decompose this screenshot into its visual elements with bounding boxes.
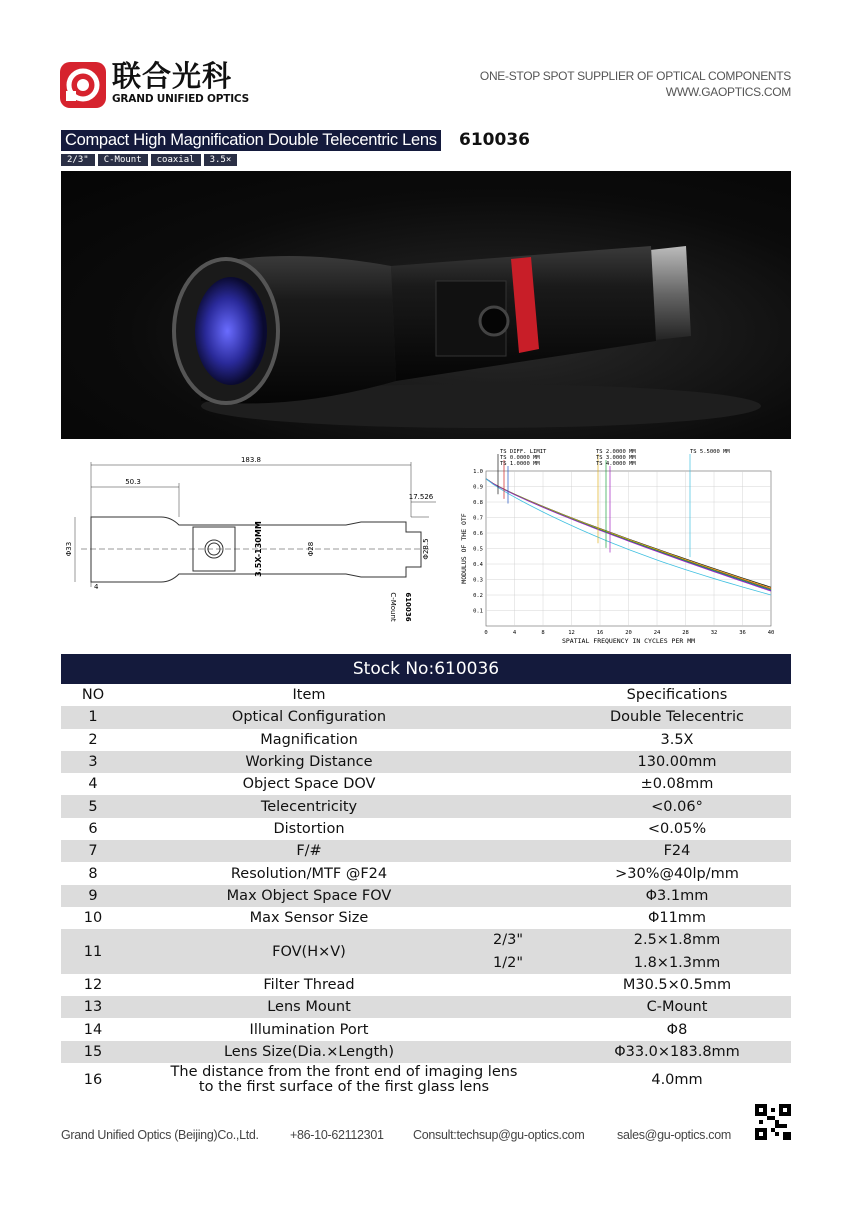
table-row <box>61 706 791 728</box>
y-tick-label: 0.5 <box>473 546 483 553</box>
mtf-chart <box>458 447 791 645</box>
mount-label: C-Mount <box>389 592 397 622</box>
tagline: ONE-STOP SPOT SUPPLIER OF OPTICAL COMPONENTS <box>479 69 791 83</box>
footer-consult-email[interactable]: Consult:techsup@gu-optics.com <box>413 1128 585 1142</box>
legend-entry: TS 5.5000 MM <box>690 449 730 455</box>
fov-spec-a: 2.5×1.8mm <box>563 929 791 951</box>
row-item-line1: The distance from the front end of imaging lens <box>170 1064 518 1081</box>
x-tick-label: 4 <box>512 630 517 636</box>
row-spec: Φ8 <box>666 1021 688 1038</box>
fov-sensor-b: 1/2" <box>493 952 563 974</box>
row-no: 8 <box>88 865 98 882</box>
legend-entry: TS 2.0000 MM <box>596 449 636 455</box>
product-photo <box>61 171 791 439</box>
row-no: 14 <box>83 1021 103 1038</box>
row-no: 10 <box>83 910 103 927</box>
legend-entry: TS 3.0000 MM <box>596 455 636 461</box>
table-row-last <box>61 1063 791 1097</box>
y-tick-label: 0.1 <box>473 608 483 615</box>
website-link[interactable]: WWW.GAOPTICS.COM <box>665 85 791 99</box>
x-axis-label: SPATIAL FREQUENCY IN CYCLES PER MM <box>561 637 696 645</box>
table-row <box>61 862 791 884</box>
legend-entry: TS 4.0000 MM <box>596 461 636 467</box>
row-item: Max Object Space FOV <box>125 885 493 907</box>
tag-magnification: 3.5× <box>204 154 238 166</box>
x-tick-label: 20 <box>625 630 632 636</box>
table-row <box>61 1041 791 1063</box>
row-item <box>125 1063 563 1097</box>
table-row <box>61 773 791 795</box>
tag-mount: C-Mount <box>98 154 148 166</box>
row-no: 4 <box>88 776 98 793</box>
legend-entry: TS 1.0000 MM <box>500 461 540 467</box>
table-row-fov <box>61 929 791 951</box>
row-no: 3 <box>61 751 125 773</box>
row-spec: Φ11mm <box>647 910 707 927</box>
dim-rear: 17.526 <box>408 493 434 501</box>
y-tick-label: 0.6 <box>473 531 483 537</box>
row-no: 6 <box>88 820 98 837</box>
row-no: 15 <box>61 1041 125 1063</box>
footer-company: Grand Unified Optics (Beijing)Co.,Ltd. <box>61 1128 259 1142</box>
row-item: FOV(H×V) <box>125 929 493 974</box>
table-row <box>61 729 791 751</box>
header-item: Item <box>292 687 326 704</box>
row-no: 2 <box>88 731 98 748</box>
row-spec: F24 <box>563 840 791 862</box>
row-item: Illumination Port <box>249 1021 369 1038</box>
table-header-row <box>61 684 791 706</box>
y-tick-label: 0.7 <box>473 515 483 522</box>
row-item: Optical Configuration <box>125 706 493 728</box>
row-no: 11 <box>61 929 125 974</box>
qr-code-icon <box>755 1104 791 1140</box>
footer-sales-email[interactable]: sales@gu-optics.com <box>617 1128 731 1142</box>
row-spec: Double Telecentric <box>563 706 791 728</box>
legend-entry: TS 0.0000 MM <box>500 455 540 461</box>
product-title: Compact High Magnification Double Telecentric Lens <box>61 130 441 151</box>
row-spec: 3.5X <box>660 731 694 748</box>
row-spec: >30%@40lp/mm <box>615 865 739 882</box>
tag-illumination: coaxial <box>151 154 201 166</box>
row-spec: C-Mount <box>563 996 791 1018</box>
product-tags <box>61 154 237 166</box>
table-row <box>61 907 791 929</box>
row-no: 1 <box>61 706 125 728</box>
y-tick-label: 0.2 <box>473 593 483 599</box>
y-tick-label: 0.3 <box>473 577 483 584</box>
table-row <box>61 840 791 862</box>
table-row <box>61 974 791 996</box>
mechanical-drawing <box>61 447 446 632</box>
dim-dia-front: Φ33 <box>65 541 73 557</box>
table-row <box>61 885 791 907</box>
brand-name-cn: 联合光科 <box>112 59 233 93</box>
row-item: Working Distance <box>125 751 493 773</box>
row-item: Max Sensor Size <box>249 910 369 927</box>
row-item: Resolution/MTF @F24 <box>230 865 388 882</box>
x-tick-label: 0 <box>484 630 488 636</box>
row-no: 13 <box>61 996 125 1018</box>
table-row <box>61 795 791 817</box>
stock-number: Stock No:610036 <box>61 654 791 684</box>
x-tick-label: 16 <box>596 630 604 636</box>
lens-marking-label: 3.5X-130MM <box>254 521 263 577</box>
dim-length: 183.8 <box>240 456 262 464</box>
row-spec: <0.05% <box>647 820 707 837</box>
dim-front: 50.3 <box>125 478 141 486</box>
x-tick-label: 8 <box>541 630 545 636</box>
footer-phone: +86-10-62112301 <box>290 1128 384 1142</box>
tag-sensor: 2/3" <box>61 154 95 166</box>
row-item: Filter Thread <box>263 977 355 993</box>
y-tick-label: 1.0 <box>473 469 483 475</box>
x-tick-label: 36 <box>739 630 746 636</box>
dim-dia-rear: Φ28.5 <box>422 538 430 560</box>
x-tick-label: 40 <box>767 630 775 636</box>
row-spec: M30.5×0.5mm <box>622 977 732 993</box>
y-tick-label: 0.8 <box>473 500 483 506</box>
x-tick-label: 32 <box>710 630 718 636</box>
row-item: Lens Size(Dia.×Length) <box>125 1041 493 1063</box>
row-item: F/# <box>125 840 493 862</box>
dim-dia-mid: Φ28 <box>307 541 315 557</box>
x-tick-label: 12 <box>568 630 575 636</box>
header-tagline-block <box>480 68 791 100</box>
fov-spec-b: 1.8×1.3mm <box>563 952 791 974</box>
table-row <box>61 1018 791 1040</box>
x-tick-label: 24 <box>653 630 661 636</box>
row-spec: 130.00mm <box>563 751 791 773</box>
logo-icon <box>60 62 106 108</box>
row-no: 9 <box>61 885 125 907</box>
row-item: Lens Mount <box>125 996 493 1018</box>
row-spec: <0.06° <box>563 795 791 817</box>
header-spec: Specifications <box>626 687 728 704</box>
y-axis-label: MODULUS OF THE OTF <box>460 513 468 584</box>
row-item: Object Space DOV <box>242 776 376 793</box>
y-tick-label: 0.9 <box>473 484 483 491</box>
brand-logo-mark <box>60 62 106 108</box>
fov-sensor-a: 2/3" <box>493 929 563 951</box>
table-row <box>61 751 791 773</box>
row-item: Telecentricity <box>125 795 493 817</box>
product-code: 610036 <box>459 130 530 150</box>
row-spec: Φ33.0×183.8mm <box>563 1041 791 1063</box>
x-tick-label: 28 <box>682 630 689 636</box>
dim-offset: 4 <box>94 583 99 591</box>
row-item: Distortion <box>273 820 345 837</box>
row-item: Magnification <box>260 731 358 748</box>
spec-table <box>61 684 791 1097</box>
legend-entry: TS DIFF. LIMIT <box>500 449 547 455</box>
brand-name-en: GRAND UNIFIED OPTICS <box>112 93 249 105</box>
row-spec: Φ3.1mm <box>563 885 791 907</box>
row-item-line2: to the first surface of the first glass lens <box>198 1079 490 1096</box>
row-no: 12 <box>83 977 103 993</box>
table-row <box>61 996 791 1018</box>
table-row <box>61 818 791 840</box>
part-label: 610036 <box>404 592 412 622</box>
y-tick-label: 0.4 <box>473 562 483 568</box>
row-spec: ±0.08mm <box>640 776 714 793</box>
row-no: 5 <box>61 795 125 817</box>
row-no: 16 <box>83 1072 103 1089</box>
header-no: NO <box>81 687 105 704</box>
row-no: 7 <box>61 840 125 862</box>
row-spec: 4.0mm <box>651 1072 703 1089</box>
